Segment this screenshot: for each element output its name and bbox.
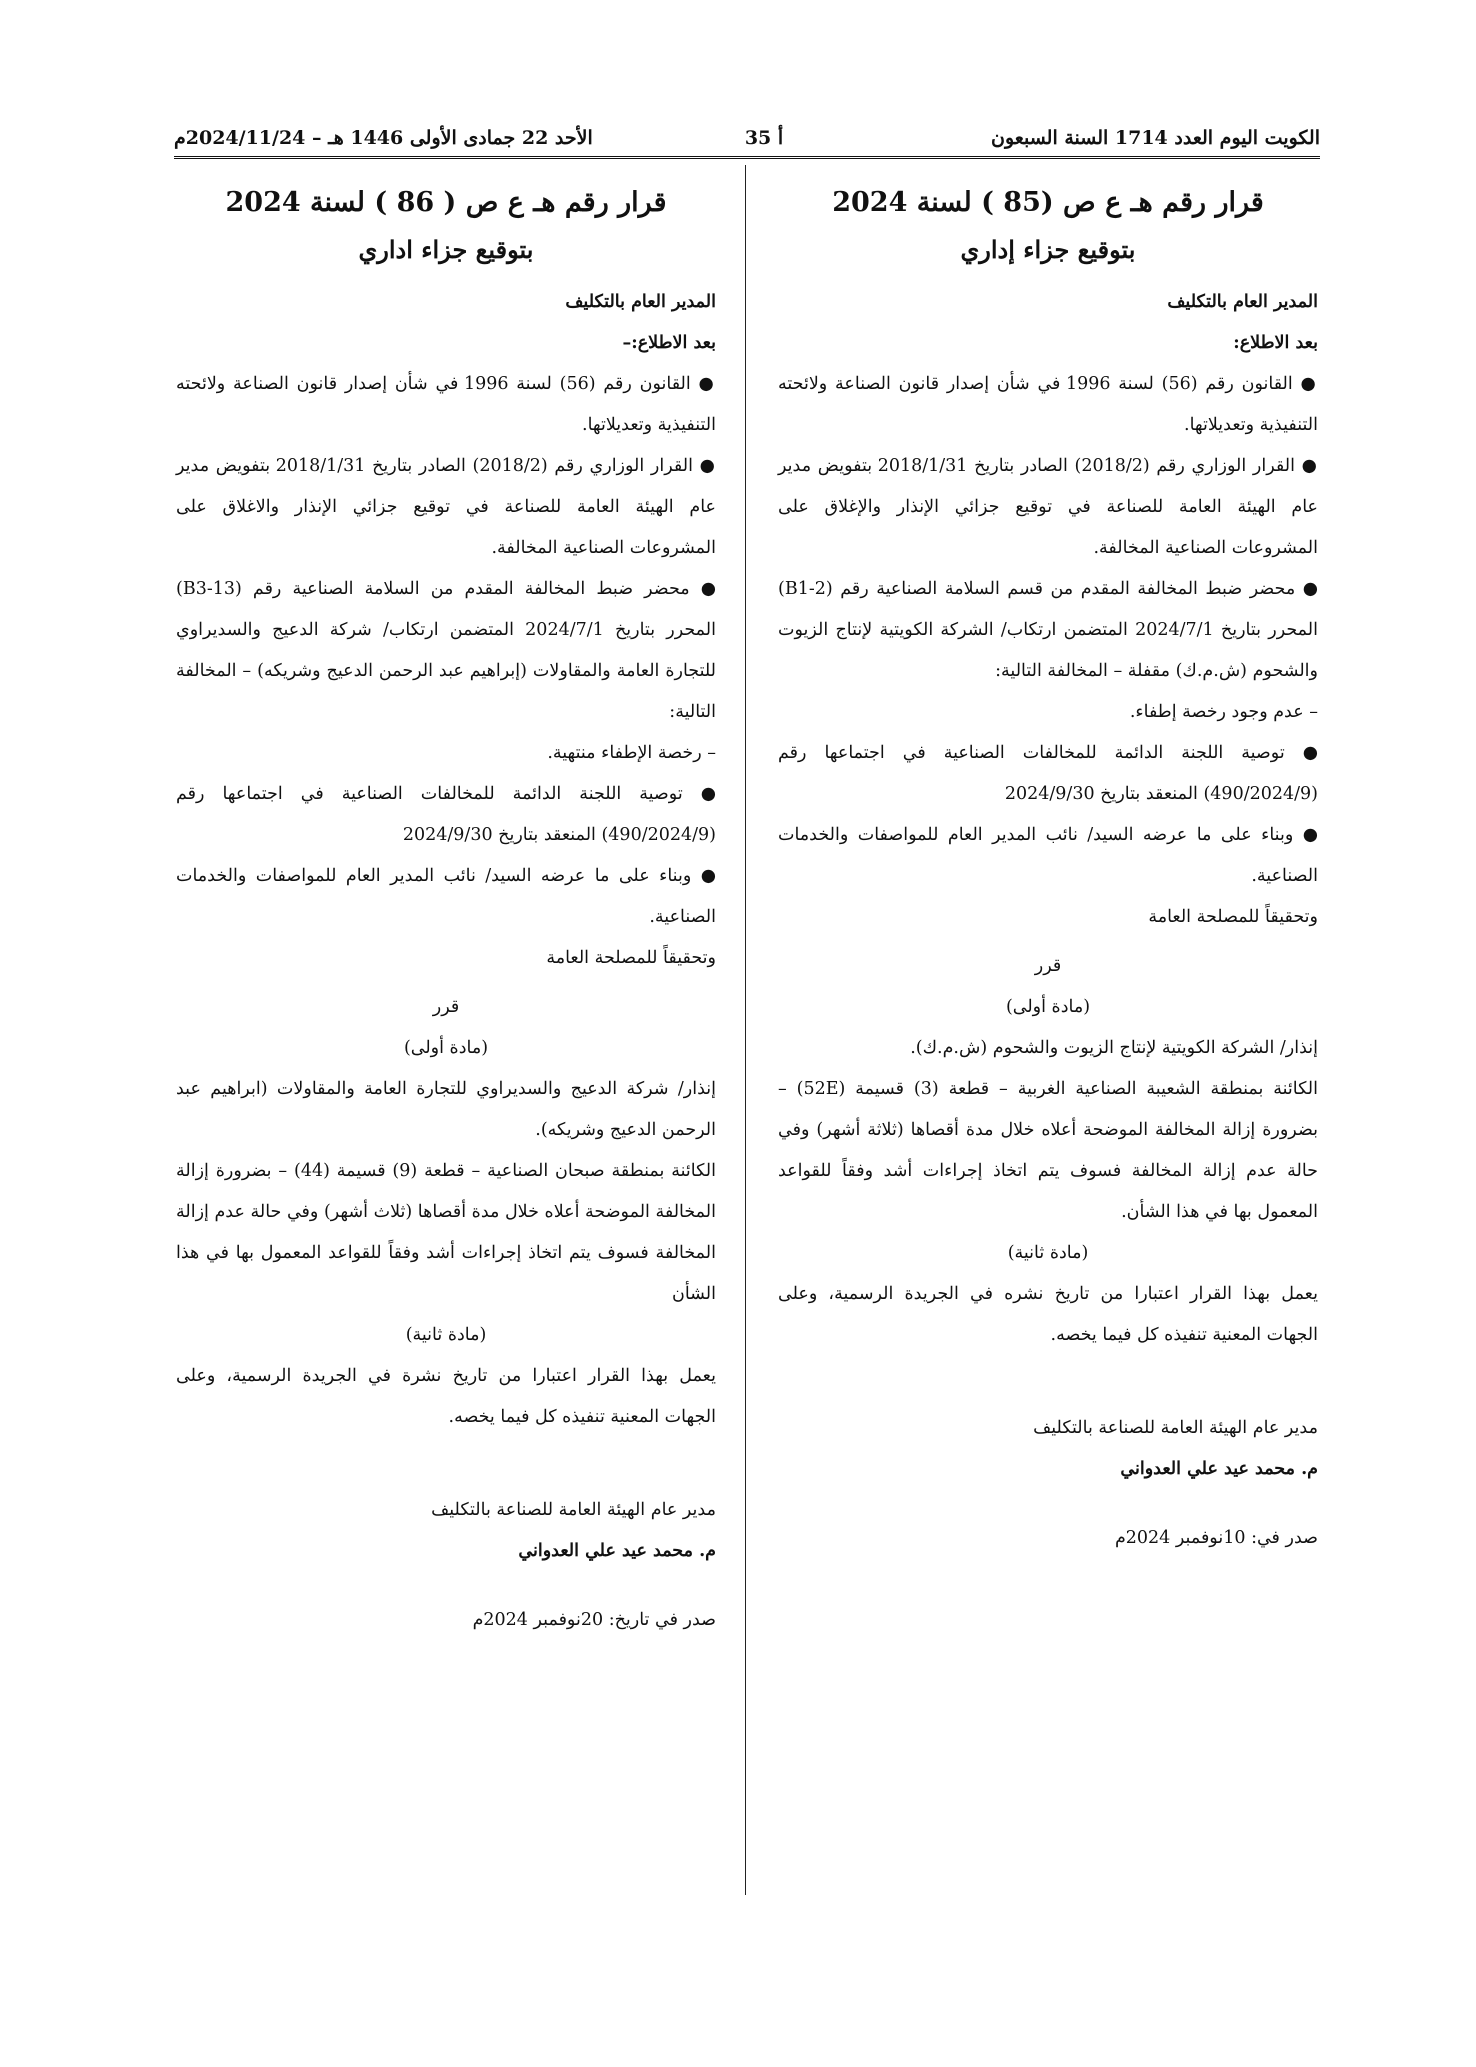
decision-86-item-3-violation: – رخصة الإطفاء منتهية. <box>547 743 716 763</box>
decision-85-item-2: ● القرار الوزاري رقم (2018/2) الصادر بتاريخ 2018/1/31 بتفويض مدير عام الهيئة العامة للصناعة في توقيع جزائي الإنذار والإغلاق على المشروعات الصناعية المخالفة. <box>778 456 1318 558</box>
decision-85-article-2-title: (مادة ثانية) <box>1007 1243 1089 1263</box>
decision-85-article-1-title: (مادة أولى) <box>1005 997 1091 1017</box>
decision-86-article-1-body: الكائنة بمنطقة صبحان الصناعية – قطعة (9) قسيمة (44) – بضرورة إزالة المخالفة الموضحة أعلاه خلال مدة أقصاها (ثلاث أشهر) وفي حالة عدم إزالة المخالفة فسوف يتم اتخاذ إجراءات أشد وفقاً للقواعد المعمول بها في هذا الشأن <box>176 1161 716 1304</box>
decision-85-signatory-name: م. محمد عيد علي العدواني <box>1120 1459 1318 1479</box>
decision-86-article-2-body: يعمل بهذا القرار اعتبارا من تاريخ نشرة في الجريدة الرسمية، وعلى الجهات المعنية تنفيذه كل فيما يخصه. <box>176 1366 716 1427</box>
decision-85-column <box>778 180 1318 1559</box>
decision-85-article-1-warning: إنذار/ الشركة الكويتية لإنتاج الزيوت والشحوم (ش.م.ك). <box>910 1038 1318 1058</box>
decision-85-item-4: ● توصية اللجنة الدائمة للمخالفات الصناعية في اجتماعها رقم (490/2024/9) المنعقد بتاريخ 2024/9/30 <box>778 743 1318 804</box>
decision-86-item-3: ● محضر ضبط المخالفة المقدم من السلامة الصناعية رقم (B3-13) المحرر بتاريخ 2024/7/1 المتضمن ارتكاب/ شركة الدعيج والسديراوي للتجارة العامة والمقاولات (إبراهيم عبد الرحمن الدعيج وشريكه) – المخالفة التالية: <box>176 579 716 722</box>
issue-date: الأحد 22 جمادى الأولى 1446 هـ – 2024/11/24م <box>174 127 593 149</box>
decision-86-item-1: ● القانون رقم (56) لسنة 1996 في شأن إصدار قانون الصناعة ولائحته التنفيذية وتعديلاتها. <box>176 374 717 435</box>
decision-86-column <box>176 180 716 1641</box>
decision-86-after-review: بعد الاطلاع:– <box>622 333 716 353</box>
decision-85-signatory-title: مدير عام الهيئة العامة للصناعة بالتكليف <box>1033 1418 1318 1438</box>
decision-85-title: قرار رقم هـ ع ص (85 ) لسنة 2024 <box>832 187 1264 218</box>
decision-86-item-5: ● وبناء على ما عرضه السيد/ نائب المدير العام للمواصفات والخدمات الصناعية. <box>176 866 716 927</box>
decision-86-decided: قرر <box>432 997 460 1017</box>
decision-86-article-2-title: (مادة ثانية) <box>405 1325 487 1345</box>
decision-85-item-3-violation: – عدم وجود رخصة إطفاء. <box>1129 702 1318 722</box>
decision-86-issue-date: صدر في تاريخ: 20نوفمبر 2024م <box>472 1610 716 1630</box>
decision-86-issuer: المدير العام بالتكليف <box>565 292 716 312</box>
decision-86-item-4: ● توصية اللجنة الدائمة للمخالفات الصناعية في اجتماعها رقم (490/2024/9) المنعقد بتاريخ 2024/9/30 <box>176 784 716 845</box>
decision-85-issuer: المدير العام بالتكليف <box>1167 292 1318 312</box>
decision-85-subtitle: بتوقيع جزاء إداري <box>960 235 1136 264</box>
decision-85-item-1: ● القانون رقم (56) لسنة 1996 في شأن إصدار قانون الصناعة ولائحته التنفيذية وتعديلاتها. <box>778 374 1319 435</box>
decision-85-item-3: ● محضر ضبط المخالفة المقدم من قسم السلامة الصناعية رقم (B1-2) المحرر بتاريخ 2024/7/1 المتضمن ارتكاب/ الشركة الكويتية لإنتاج الزيوت والشحوم (ش.م.ك) مقفلة – المخالفة التالية: <box>778 579 1318 681</box>
decision-86-public-interest: وتحقيقاً للمصلحة العامة <box>546 948 716 968</box>
decision-85-public-interest: وتحقيقاً للمصلحة العامة <box>1148 907 1318 927</box>
decision-86-article-1-warning: إنذار/ شركة الدعيج والسديراوي للتجارة العامة والمقاولات (ابراهيم عبد الرحمن الدعيج وشريكه). <box>176 1079 716 1140</box>
decision-85-article-1-body: الكائنة بمنطقة الشعيبة الصناعية الغربية – قطعة (3) قسيمة (52E) – بضرورة إزالة المخالفة الموضحة أعلاه خلال مدة أقصاها (ثلاثة أشهر) وفي حالة عدم إزالة المخالفة فسوف يتم اتخاذ إجراءات أشد وفقاً للقواعد المعمول بها في هذا الشأن. <box>778 1079 1318 1222</box>
decision-85-item-5: ● وبناء على ما عرضه السيد/ نائب المدير العام للمواصفات والخدمات الصناعية. <box>778 825 1318 886</box>
page-number: أ 35 <box>744 127 784 149</box>
column-divider <box>745 165 746 1895</box>
decision-86-subtitle: بتوقيع جزاء اداري <box>358 235 534 264</box>
decision-86-article-1-title: (مادة أولى) <box>403 1038 489 1058</box>
decision-85-decided: قرر <box>1034 956 1062 976</box>
decision-85-after-review: بعد الاطلاع: <box>1233 333 1318 353</box>
decision-86-signatory-name: م. محمد عيد علي العدواني <box>518 1541 716 1561</box>
page-header <box>174 120 1320 159</box>
decision-85-article-2-body: يعمل بهذا القرار اعتبارا من تاريخ نشره في الجريدة الرسمية، وعلى الجهات المعنية تنفيذه كل فيما يخصه. <box>778 1284 1318 1345</box>
decision-86-signatory-title: مدير عام الهيئة العامة للصناعة بالتكليف <box>431 1500 716 1520</box>
issue-info: الكويت اليوم العدد 1714 السنة السبعون <box>991 127 1320 149</box>
decision-86-title: قرار رقم هـ ع ص ( 86 ) لسنة 2024 <box>225 187 667 218</box>
decision-85-issue-date: صدر في: 10نوفمبر 2024م <box>1114 1528 1318 1548</box>
decision-86-item-2: ● القرار الوزاري رقم (2018/2) الصادر بتاريخ 2018/1/31 بتفويض مدير عام الهيئة العامة للصناعة في توقيع جزائي الإنذار والاغلاق على المشروعات الصناعية المخالفة. <box>176 456 716 558</box>
